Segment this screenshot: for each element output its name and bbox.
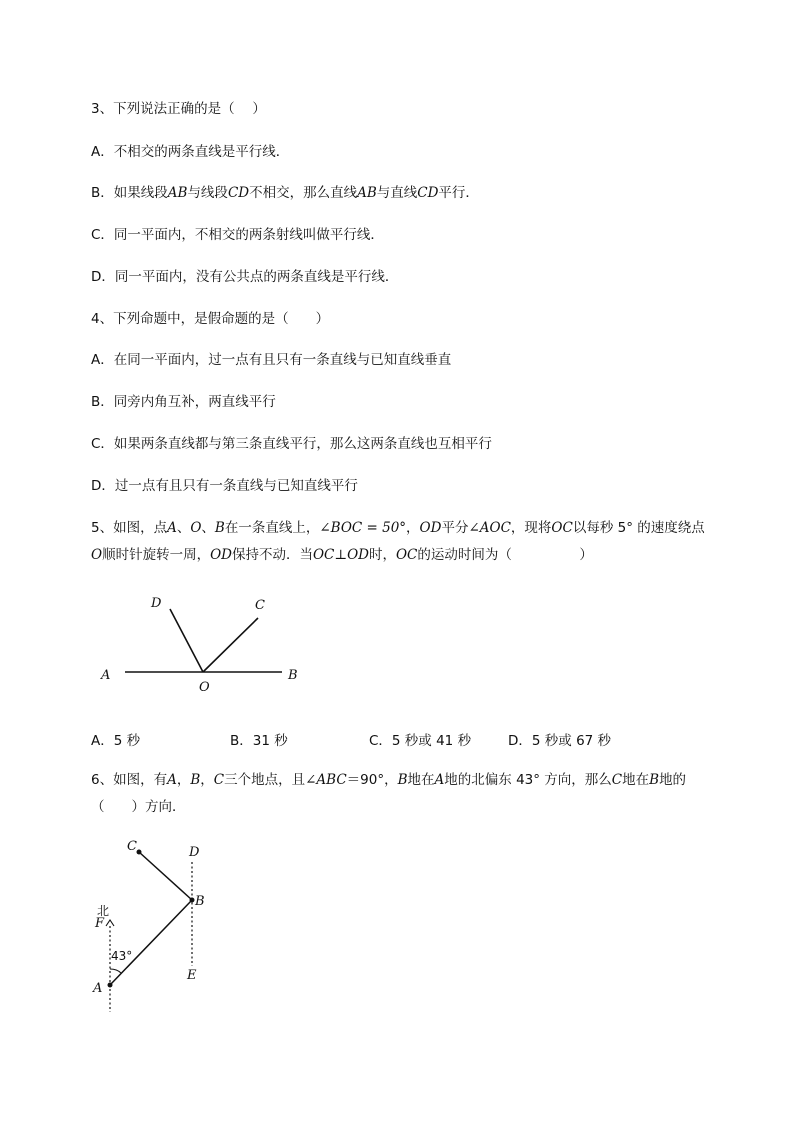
q5-var: OC [551, 520, 573, 536]
q3-b-seg: AB [167, 185, 188, 201]
q5-text: 保持不动．当 [231, 547, 313, 563]
q6-stem-line1 [91, 771, 686, 789]
segment-bc [139, 852, 192, 900]
q5-text: 、 [176, 520, 191, 536]
point-c [137, 850, 142, 855]
ray-od [170, 609, 203, 672]
q5-text: ，现将 [510, 520, 552, 536]
label-c: C [255, 598, 265, 613]
q5-var: A [167, 520, 177, 536]
q5-var: OD [419, 520, 442, 536]
q5-option-c: C．5 秒或 41 秒 [369, 733, 472, 749]
q5-options [91, 729, 651, 749]
q6-var: B [649, 772, 660, 788]
q4-stem: 4、下列命题中，是假命题的是（ ） [91, 311, 330, 327]
q6-text: ＝90°， [346, 772, 398, 788]
label-o: O [199, 680, 210, 695]
q6-text: 地在 [622, 772, 650, 788]
q5-var: B [214, 520, 225, 536]
q3-b-seg: AB [357, 185, 377, 201]
label-a: A [93, 981, 103, 996]
label-e: E [187, 968, 197, 983]
q5-text: 、 [201, 520, 215, 536]
q5-figure [100, 596, 298, 695]
q3-b-text: B．如果线段 [91, 185, 168, 201]
q5-var: O [190, 520, 202, 536]
ray-oc [203, 618, 258, 672]
q3-option-c: C．同一平面内，不相交的两条射线叫做平行线． [91, 227, 384, 243]
angle-arc-icon [110, 969, 121, 973]
q5-option-a: A．5 秒 [91, 733, 141, 749]
q6-var: A [434, 772, 445, 788]
q5-perp: OC⊥OD [312, 547, 369, 563]
q6-text: 地在 [407, 772, 435, 788]
label-c: C [127, 839, 137, 854]
q6-var: C [611, 772, 623, 788]
q6-angle-abc: ∠ABC [305, 772, 347, 788]
north-arrow-icon [106, 920, 114, 926]
q3-b-text: 不相交，那么直线 [249, 185, 358, 201]
q6-figure [92, 839, 205, 1012]
q5-var: O [91, 547, 103, 563]
q3-b-seg: CD [417, 185, 439, 201]
q5-var: OC [395, 547, 418, 563]
q6-var: A [167, 772, 177, 788]
label-angle: 43° [111, 949, 133, 963]
q5-text: 时， [368, 547, 396, 563]
q5-angle-aoc: ∠AOC [468, 520, 511, 536]
q5-text: 在一条直线上， [224, 520, 320, 536]
q6-text: 6、如图，有 [91, 772, 168, 788]
q4-option-d: D．过一点有且只有一条直线与已知直线平行 [91, 478, 358, 494]
q6-text: 地的 [659, 772, 687, 788]
q3-b-text: 与直线 [376, 185, 418, 201]
q4-option-a: A．在同一平面内，过一点有且只有一条直线与已知直线垂直 [91, 352, 452, 368]
q6-stem-line2: （ ）方向． [91, 799, 186, 815]
q5-text: 顺时针旋转一周， [102, 547, 211, 563]
q5-option-b: B．31 秒 [230, 733, 288, 749]
q6-var: B [190, 772, 201, 788]
segment-ab [110, 900, 192, 985]
q5-option-d: D．5 秒或 67 秒 [508, 733, 612, 749]
q3-option-a: A．不相交的两条直线是平行线． [91, 144, 290, 160]
label-b: B [288, 668, 298, 683]
label-d: D [151, 596, 162, 611]
point-a [108, 983, 113, 988]
q5-text: 的运动时间为（ ） [417, 547, 593, 563]
label-a: A [101, 668, 111, 683]
q3-b-seg: CD [227, 185, 250, 201]
q6-var: C [213, 772, 225, 788]
point-b [190, 898, 195, 903]
q6-text: 三个地点，且 [224, 772, 306, 788]
q6-text: 地的北偏东 43° 方向，那么 [444, 772, 612, 788]
q3-stem: 3、下列说法正确的是（ ） [91, 101, 266, 117]
q5-text: ， [406, 520, 420, 536]
q4-option-c: C．如果两条直线都与第三条直线平行，那么这两条直线也互相平行 [91, 436, 492, 452]
q4-option-b: B．同旁内角互补，两直线平行 [91, 394, 276, 410]
q5-text: 5、如图，点 [91, 520, 168, 536]
q6-var: B [397, 772, 408, 788]
label-f: F [95, 916, 105, 931]
q5-angle-boc: ∠BOC = 50° [319, 520, 407, 536]
label-north: 北 [97, 904, 110, 918]
label-d: D [189, 845, 200, 860]
q3-b-text: 与线段 [187, 185, 228, 201]
label-b: B [195, 894, 205, 909]
q6-text: ， [176, 772, 191, 788]
q6-text: ， [200, 772, 214, 788]
q5-text: 平分 [441, 520, 469, 536]
q5-text: 以每秒 5° 的速度绕点 [572, 520, 705, 536]
q3-b-text: 平行． [438, 185, 479, 201]
q3-option-d: D．同一平面内，没有公共点的两条直线是平行线． [91, 269, 399, 285]
q5-var: OD [210, 547, 232, 563]
